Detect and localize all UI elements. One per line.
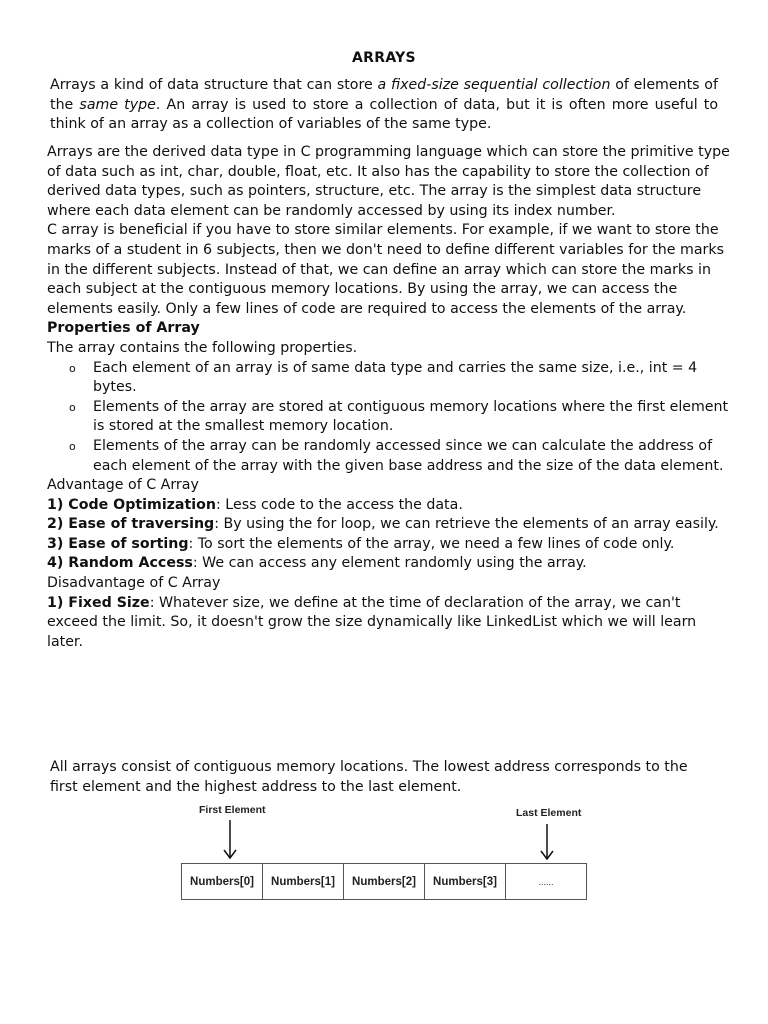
intro-emphasis-1: a fixed-size sequential collection bbox=[377, 77, 611, 93]
list-item bbox=[47, 437, 732, 476]
main-body bbox=[47, 143, 732, 652]
list-item bbox=[47, 398, 732, 437]
array-cell: ...... bbox=[538, 876, 554, 887]
disadvantages-heading: Disadvantage of C Array bbox=[47, 575, 221, 592]
array-cell: Numbers[0] bbox=[182, 864, 263, 899]
page-title: ARRAYS bbox=[352, 50, 416, 66]
advantage-label: 1) Code Optimization bbox=[47, 496, 217, 513]
advantage-item bbox=[47, 535, 732, 555]
array-cell: Numbers[3] bbox=[425, 864, 506, 899]
advantage-item bbox=[47, 496, 732, 516]
disadvantage-item bbox=[47, 594, 732, 653]
advantage-label: 3) Ease of sorting bbox=[47, 535, 189, 552]
first-element-arrow-icon bbox=[223, 820, 237, 862]
advantage-text: : To sort the elements of the array, we need a few lines of code only. bbox=[188, 535, 675, 552]
properties-heading-text: Properties of Array bbox=[47, 320, 200, 337]
bullet-icon: o bbox=[69, 361, 76, 375]
list-item bbox=[47, 359, 732, 398]
intro-text-3: . An array is used to store a collection of data, but it is often more useful to think of an array as a collection of variables of the same type. bbox=[50, 96, 719, 133]
paragraph-derived-type: Arrays are the derived data type in C programming language which can store the primitive type of data such as int, char, double, float, etc. It also has the capability to store the collection of derived data types, such as pointers, structure, etc. The array is the simplest data structure where each data element can be randomly accessed by using its index number. bbox=[47, 144, 730, 219]
advantage-label: 2) Ease of traversing bbox=[47, 516, 215, 533]
intro-text-1: Arrays a kind of data structure that can store bbox=[50, 77, 378, 93]
array-diagram bbox=[181, 863, 587, 900]
disadvantage-text: : Whatever size, we define at the time of declaration of the array, we can't exceed the limit. So, it doesn't grow the size dynamically like LinkedList which we will learn later. bbox=[47, 594, 697, 650]
properties-list bbox=[47, 359, 732, 477]
paragraph-benefit: C array is beneficial if you have to store similar elements. For example, if we want to store the marks of a student in 6 subjects, then we don't need to define different variables for the marks in the different subjects. Instead of that, we can define an array which can store the marks in each subject at the contiguous memory locations. By using the array, we can access the elements easily. Only a few lines of code are required to access the elements of the array. bbox=[47, 222, 724, 317]
advantage-text: : By using the for loop, we can retrieve the elements of an array easily. bbox=[214, 516, 719, 533]
array-cell: Numbers[2] bbox=[344, 864, 425, 899]
bullet-icon: o bbox=[69, 400, 76, 414]
advantage-item bbox=[47, 554, 732, 574]
bullet-icon: o bbox=[69, 439, 76, 453]
advantage-text: : Less code to the access the data. bbox=[216, 496, 463, 513]
list-item-text: Elements of the array can be randomly accessed since we can calculate the address of each element of the array with the given base address and the size of the data element. bbox=[93, 437, 724, 474]
properties-intro: The array contains the following properties. bbox=[47, 339, 358, 356]
list-item-text: Elements of the array are stored at contiguous memory locations where the first element is stored at the smallest memory location. bbox=[93, 398, 729, 435]
intro-paragraph bbox=[50, 76, 718, 135]
outro-paragraph: All arrays consist of contiguous memory locations. The lowest address corresponds to the first element and the highest address to the last element. bbox=[50, 759, 688, 795]
advantage-label: 4) Random Access bbox=[47, 555, 193, 572]
last-element-label: Last Element bbox=[516, 807, 582, 819]
last-element-arrow-icon bbox=[540, 824, 554, 862]
advantage-text: : We can access any element randomly using the array. bbox=[192, 555, 587, 572]
first-element-label: First Element bbox=[199, 804, 266, 816]
list-item-text: Each element of an array is of same data type and carries the same size, i.e., int = 4 bytes. bbox=[93, 359, 698, 396]
array-cell: Numbers[1] bbox=[263, 864, 344, 899]
properties-heading bbox=[47, 319, 732, 339]
advantage-item bbox=[47, 515, 732, 535]
advantages-heading: Advantage of C Array bbox=[47, 477, 199, 494]
intro-emphasis-2: same type bbox=[79, 96, 156, 113]
disadvantage-label: 1) Fixed Size bbox=[47, 594, 150, 611]
intro-text-2: of elements of the bbox=[50, 77, 718, 113]
